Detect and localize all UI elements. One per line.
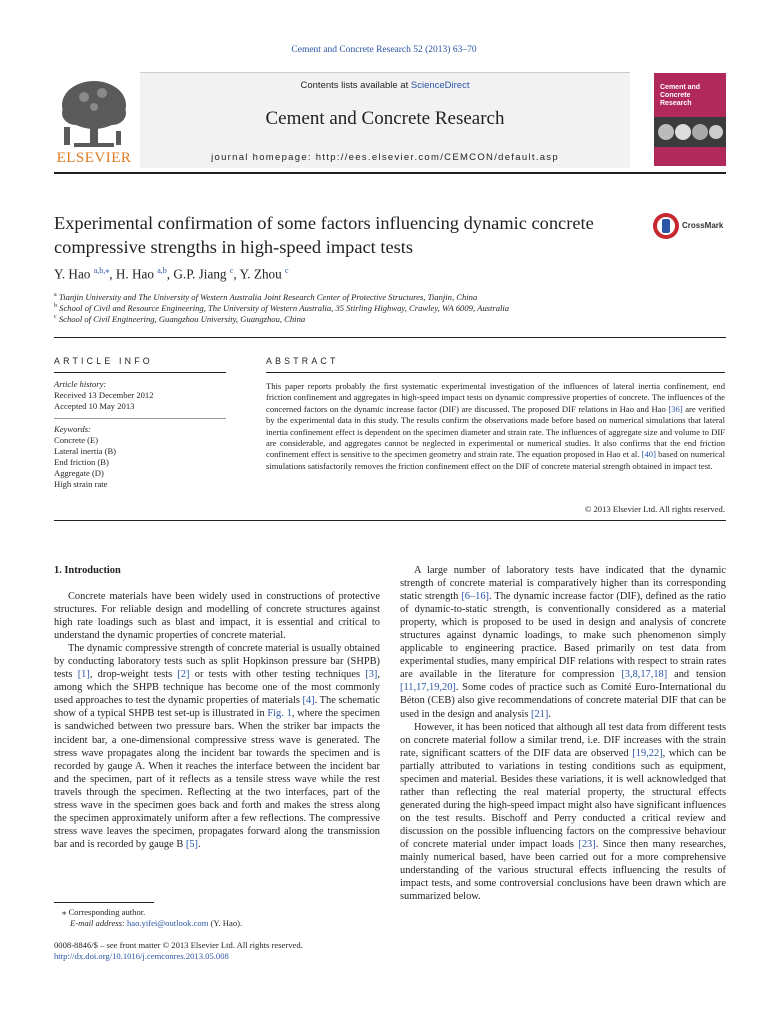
journal-cover-thumbnail[interactable] — [654, 73, 726, 166]
corresponding-author-note: ⁎ Corresponding author. — [62, 907, 146, 917]
keywords-label: Keywords: — [54, 424, 91, 434]
body-paragraph: A large number of laboratory tests have indicated that the dynamic strength of concrete material is comparatively higher than its corresponding static strength [6–16]. The dynamic increase factor (DIF), defined as the ratio of dynamic-to-static strength, is conventionally considered as a material property, which is proposed to be used in design and analysis of concrete structures against dynamic loadings, to make such phenomenon simply applicable to engineering practice. Based primarily on test data from experimental studies, many empirical DIF relations with respect to strain rates are available in the literature for compression [3,8,17,18] and tension [11,17,19,20]. Some codes of practice such as Comité Euro-International du Béton (CEB) also give recommendations of concrete material DIF that can be used in the design and analysis [21]. — [400, 565, 726, 720]
figure-link[interactable]: Fig. 1 — [267, 708, 292, 720]
keyword: End friction (B) — [54, 457, 109, 467]
citation-link[interactable]: [11,17,19,20] — [400, 682, 456, 694]
citation-link[interactable]: [21] — [531, 708, 549, 720]
author-name[interactable]: Y. Zhou — [239, 266, 282, 282]
journal-homepage[interactable]: journal homepage: http://ees.elsevier.com/CEMCON/default.asp — [211, 152, 559, 163]
citation-link[interactable]: [3] — [365, 669, 378, 681]
contents-prefix: Contents lists available at — [300, 80, 411, 91]
footnote-divider — [54, 902, 154, 903]
author-affiliation-mark[interactable]: a,b — [157, 266, 167, 275]
keyword: Concrete (E) — [54, 435, 99, 445]
history-label: Article history: — [54, 379, 107, 389]
cover-title: Cement and Concrete Research — [660, 84, 701, 107]
citation-link[interactable]: [23] — [578, 838, 596, 850]
abstract-heading: ABSTRACT — [266, 356, 339, 366]
section-divider — [54, 337, 726, 338]
contents-line — [140, 80, 630, 91]
body-column-right — [400, 564, 726, 903]
keywords-divider — [54, 418, 226, 419]
citation-link[interactable]: [1] — [77, 669, 90, 681]
citation-link[interactable]: [19,22] — [632, 747, 663, 759]
citation-link[interactable]: [36] — [668, 403, 683, 414]
email-link[interactable]: hao.yifei@outlook.com — [126, 918, 209, 928]
header-divider — [54, 172, 726, 174]
body-column-left — [54, 590, 380, 851]
author-name[interactable]: Y. Hao — [54, 266, 91, 282]
citation-link[interactable]: [6–16] — [461, 591, 490, 603]
keyword: Aggregate (D) — [54, 468, 104, 478]
copyright-notice: © 2013 Elsevier Ltd. All rights reserved. — [584, 504, 725, 514]
article-info-divider — [54, 372, 226, 373]
body-paragraph: Concrete materials have been widely used in constructions of protective structures. For reliable design and modelling of concrete structures against high rate loadings such as blast and impact, it is essential and critical to understand the dynamic properties of concrete material. — [54, 591, 380, 642]
keyword: High strain rate — [54, 479, 108, 489]
author-affiliation-mark[interactable]: c — [229, 266, 234, 275]
affiliation: $^a$ Tianjin University and The University of Western Australia Joint Research Center of Protective Structures, Tianjin, China — [54, 292, 478, 302]
author-affiliation-mark[interactable]: c — [285, 266, 289, 275]
journal-reference[interactable]: Cement and Concrete Research 52 (2013) 63–70 — [291, 45, 477, 55]
body-paragraph: However, it has been noticed that although all test data from different tests on concrete material follow a similar trend, i.e. DIF increases with the strain rate, significant scatters of the DIF data are observed [19,22], which can be partially attributed to variations in testing conditions such as equipment, specimen and material. Besides these variations, it is well acknowledged that rather than reflecting the real material property, the structural effects generated during the high-speed impact might also have significant influences on the test results. Bischoff and Perry conducted a critical review and discussion on the possible influencing factors on the compressive behaviour of concrete material under impact loads [23]. Since then many researches, mainly numerical based, have been carried out for a more comprehensive understanding of the various structural effects influencing the results of impact tests, and some controversial conclusions have been drawn which are summarized below. — [400, 721, 726, 903]
issn-line: 0008-8846/$ – see front matter © 2013 Elsevier Ltd. All rights reserved. — [54, 940, 303, 950]
citation-link[interactable]: [3,8,17,18] — [621, 669, 668, 681]
citation-link[interactable]: [5] — [185, 838, 198, 850]
received-date: Received 13 December 2012 — [54, 390, 154, 400]
sciencedirect-link[interactable]: ScienceDirect — [410, 80, 470, 91]
abstract-divider — [266, 372, 725, 373]
abstract-text: This paper reports probably the first systematic experimental investigation of the influences of lateral inertia confinement, end friction confinement and aggregates in high-speed impact tests on dynamic compressive properties of concrete. The influences of the concerned factors on the dynamic increase factor (DIF) are discussed. The proposed DIF relations in Hao and Hao [36] are verified by the experimental data in this study. The results confirm the observations made before based on numerical simulations that lateral inertia confinement effect is dependent on the specimen diameter and strain rate. The influences of aggregate size and volume to DIF are considerable, and aggregates cannot be neglected in experimental or numerical studies. It also confirms that the end friction confinement effect is sensitive to the specimen geometry and strain rate. The equation proposed in Hao et al. [40] based on numerical simulations satisfactorily removes the friction confinement effect on the DIF of concrete material strength obtained in impact test. — [266, 381, 725, 471]
affiliation: $^b$ School of Civil and Resource Engineering, The University of Western Australia, 35 Stirling Highway, Crawley, WA 6009, Australia — [54, 303, 510, 313]
paper-title: Experimental confirmation of some factors influencing dynamic concrete compressive strengths in high-speed impact tests — [54, 213, 594, 257]
accepted-date: Accepted 10 May 2013 — [54, 401, 135, 411]
keyword: Lateral inertia (B) — [54, 446, 117, 456]
crossmark-label[interactable]: CrossMark — [682, 221, 724, 230]
body-paragraph: The dynamic compressive strength of concrete material is usually obtained by conducting laboratory tests such as split Hopkinson pressure bar (SHPB) tests [1], drop-weight tests [2] or tests with other testing techniques [3], among which the SHPB technique has become one of the most commonly used approaches to test the dynamic properties of materials [4]. The schematic show of a typical SHPB test set-up is illustrated in Fig. 1, where the specimen is sandwiched between two pressure bars. When the striker bar impacts the incident bar, a one-dimensional compressive stress wave is generated. The stress wave propagates along the incident bar towards the specimen and is recorded by gauge A. When it reaches the interface between the incident bar and the specimen, part of it reflects as a tensile stress wave while the rest travels through the specimen. Reflecting at the two interfaces, part of the stress wave in the specimen goes back and forth and makes the stress along the specimen approximately uniform after a few reflections. The compressive stress wave leaves the specimen, propagates forward along the transmission bar and is recorded by gauge B [5]. — [54, 643, 380, 850]
author-list: Y. Hao $^{a,b,⁎}$, H. Hao $^{a,b}$, G.P. Jiang $^c$, Y. Zhou $^c$ — [54, 266, 289, 282]
article-info-heading: ARTICLE INFO — [54, 356, 153, 366]
journal-title: Cement and Concrete Research — [265, 108, 505, 129]
author-name[interactable]: H. Hao — [115, 266, 154, 282]
email-line: E-mail address: hao.yifei@outlook.com (Y. Hao). — [70, 918, 243, 928]
doi-link[interactable]: http://dx.doi.org/10.1016/j.cemconres.2013.05.008 — [54, 951, 229, 961]
author-name[interactable]: G.P. Jiang — [173, 266, 227, 282]
citation-link[interactable]: [40] — [641, 449, 656, 460]
citation-link[interactable]: [2] — [177, 669, 190, 681]
abstract-end-divider — [54, 520, 726, 521]
elsevier-wordmark: ELSEVIER — [56, 150, 132, 166]
section-heading-introduction: 1. Introduction — [54, 565, 121, 576]
author-affiliation-mark[interactable]: a,b,⁎ — [93, 266, 110, 275]
cover-samples-icon — [654, 117, 726, 147]
affiliation: $^c$ School of Civil Engineering, Guangzhou University, Guangzhou, China — [54, 314, 306, 324]
citation-link[interactable]: [4] — [302, 695, 315, 707]
cover-image-band — [654, 117, 726, 147]
